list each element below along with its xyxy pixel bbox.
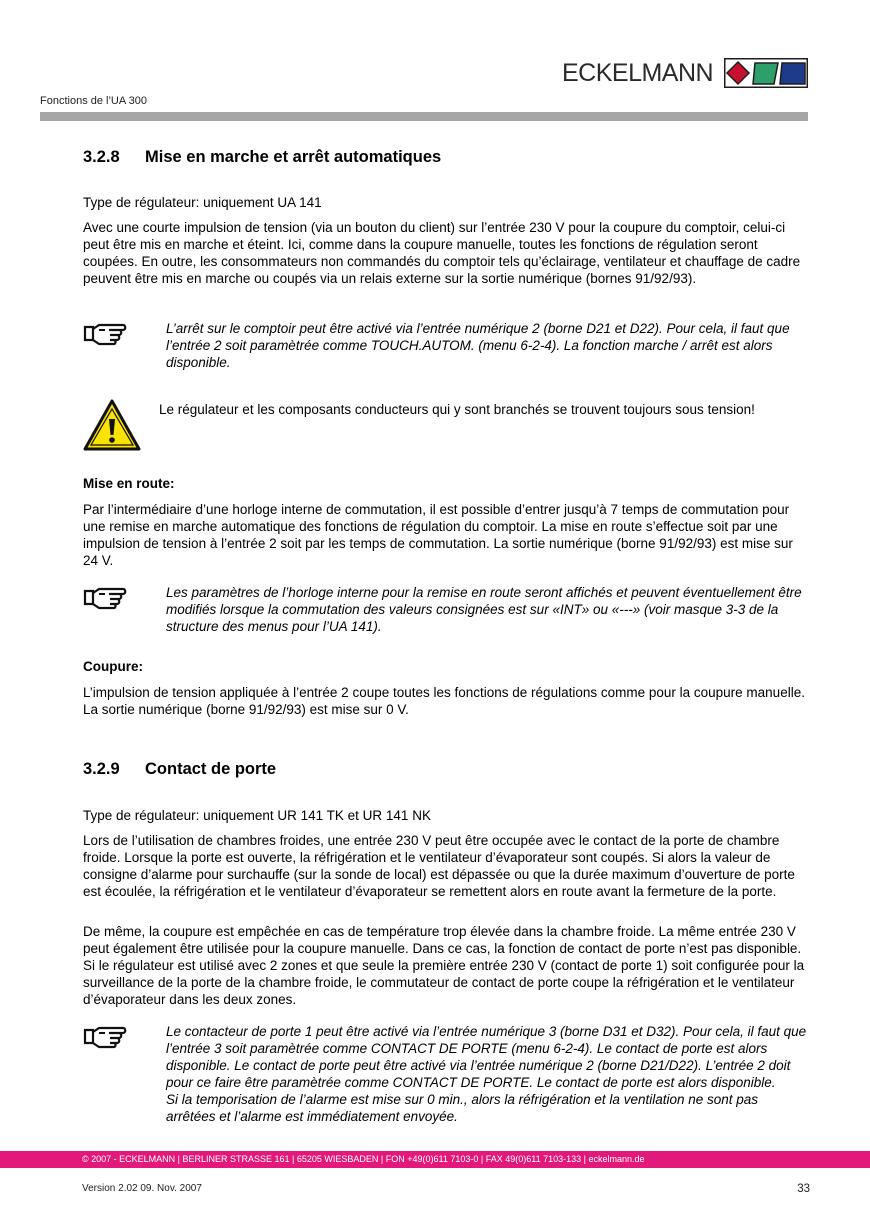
note-text: [166, 1023, 811, 1125]
version-info: Version 2.02 09. Nov. 2007: [82, 1183, 202, 1194]
shutdown-heading: Coupure:: [83, 659, 143, 674]
brand-name: ECKELMANN: [562, 59, 714, 87]
running-title: Fonctions de l’UA 300: [40, 95, 148, 107]
footer-bar: [0, 1151, 870, 1168]
type-line: Type de régulateur: uniquement UA 141: [83, 195, 322, 210]
footer-copyright: © 2007 - ECKELMANN | BERLINER STRASSE 161 | 65205 WIESBADEN | FON +49(0)611 7103-0 | FAX 49(0)611 7103-133 | eckelmann.de: [82, 1154, 645, 1164]
page-number: 33: [797, 1183, 810, 1195]
warning-triangle-icon: [83, 399, 141, 451]
section-title: Mise en marche et arrêt automatiques: [145, 148, 442, 166]
pointing-hand-icon: [83, 1023, 127, 1049]
note-line-1: Le contacteur de porte 1 peut être activé via l’entrée numérique 3 (borne D31 et D32). Pour cela, il faut que l’entrée 3 soit paramètrée comme CONTACT DE PORTE (menu 6-2-4). Le contact de porte est alors disponible. Le contact de porte peut être activé via l’entrée numérique 2 (borne D21/D22). L’entrée 2 doit pour ce faire être paramètrée comme CONTACT DE PORTE. Le contact de porte est alors disponible.: [166, 1024, 807, 1090]
section-title: Contact de porte: [145, 760, 277, 778]
shutdown-paragraph: L’impulsion de tension appliquée à l’entrée 2 coupe toutes les fonctions de régulations comme pour la coupure manuelle. La sortie numérique (borne 91/92/93) est mise sur 0 V.: [83, 685, 805, 717]
note-text: Les paramètres de l’horloge interne pour la remise en route seront affichés et peuvent éventuellement être modifiés lorsque la commutation des valeurs consignées est sur «INT» ou «---» (voir masque 3-3 de la structure des menus pour l’UA 141).: [166, 585, 802, 634]
door-paragraph-2: De même, la coupure est empêchée en cas de température trop élevée dans la chambre froide. La même entrée 230 V peut également être utilisée pour la coupure manuelle. Dans ce cas, la fonction de contact de porte n’est pas disponible. Si le régulateur est utilisé avec 2 zones et que seule la première entrée 230 V (contact de porte 1) soit configurée pour la surveillance de la porte de la chambre froide, le commutateur de contact de porte coupe la réfrigération et le ventilateur d’évaporateur dans les deux zones.: [83, 924, 805, 1007]
brand-logo: [562, 58, 812, 90]
door-paragraph-1: Lors de l’utilisation de chambres froides, une entrée 230 V peut être occupée avec le contact de la porte de chambre froide. Lorsque la porte est ouverte, la réfrigération et le ventilateur d’évaporateur sont coupés. Si alors la valeur de consigne d’alarme pour surchauffe (sur la sonde de local) est dépassée ou que la durée maximum d’ouverture de porte est écoulée, la réfrigération et le ventilateur d’évaporateur se remettent alors en route avant la fermeture de la porte.: [83, 833, 795, 899]
startup-heading: Mise en route:: [83, 476, 175, 491]
section-heading-328: [83, 148, 441, 167]
section-heading-329: [83, 760, 276, 779]
pointing-hand-icon: [83, 584, 127, 610]
note-text: L’arrêt sur le comptoir peut être activé via l’entrée numérique 2 (borne D21 et D22). Pour cela, il faut que l’entrée 2 soit paramètrée comme TOUCH.AUTOM. (menu 6-2-4). La fonction marche / arrêt est alors disponible.: [166, 321, 790, 370]
section-number: 3.2.8: [83, 148, 120, 166]
warning-text: Le régulateur et les composants conducteurs qui y sont branchés se trouvent toujours sous tension!: [159, 402, 755, 417]
logo-mark-icon: [724, 58, 808, 88]
note-line-2: Si la temporisation de l’alarme est mise sur 0 min., alors la réfrigération et la ventilation ne sont pas arrêtées et l’alarme est immédiatement envoyée.: [166, 1092, 759, 1124]
pointing-hand-icon: [83, 320, 127, 346]
header-bar: [40, 112, 808, 121]
type-line: Type de régulateur: uniquement UR 141 TK et UR 141 NK: [83, 808, 431, 823]
intro-paragraph: Avec une courte impulsion de tension (via un bouton du client) sur l’entrée 230 V pour la coupure du comptoir, celui-ci peut être mis en marche et éteint. Ici, comme dans la coupure manuelle, toutes les fonctions de régulation seront coupées. En outre, les consommateurs non commandés du comptoir tels qu’éclairage, ventilateur et chauffage de cadre peuvent être mis en marche ou coupés via un relais externe sur la sortie numérique (bornes 91/92/93).: [83, 220, 801, 286]
section-number: 3.2.9: [83, 760, 120, 778]
startup-paragraph: Par l’intermédiaire d’une horloge interne de commutation, il est possible d’entrer jusqu’à 7 temps de commutation pour une remise en marche automatique des fonctions de régulation du comptoir. La mise en route s’effectue soit par une impulsion de tension à l’entrée 2 soit par les temps de commutation. La sortie numérique (borne 91/92/93) est mise sur 24 V.: [83, 502, 793, 568]
